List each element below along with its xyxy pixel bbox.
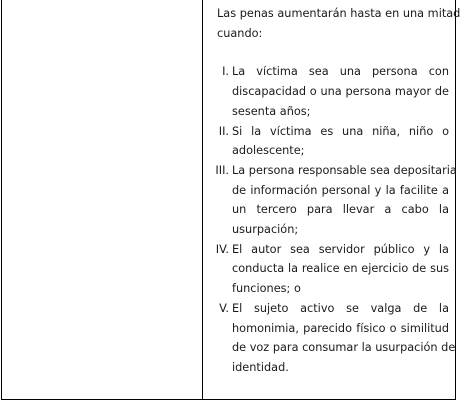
item-line: funciones; o (232, 282, 301, 296)
intro-paragraph (217, 4, 460, 43)
item-line: sesenta años; (232, 104, 311, 118)
item-line: adolescente; (232, 144, 305, 158)
roman-numeral: IV. (215, 242, 229, 256)
empty-left-cell (2, 0, 202, 399)
column-divider (202, 0, 203, 399)
list-item (207, 240, 449, 299)
item-line: un tercero para llevar a cabo la (232, 203, 449, 217)
item-line: homonimia, parecido físico o similitud (232, 321, 449, 335)
item-line: La víctima sea una persona con (232, 65, 449, 79)
item-line: La persona responsable sea depositaria (232, 163, 457, 177)
intro-line: cuando: (217, 26, 263, 40)
list-item (207, 299, 456, 378)
item-line: usurpación; (232, 223, 299, 237)
fraction-list (207, 62, 457, 377)
list-item (207, 62, 449, 121)
item-line: de información personal y la facilite a (232, 183, 449, 197)
article-text-cell (207, 0, 460, 399)
item-line: de voz para consumar la usurpación de (232, 341, 456, 355)
document-table (1, 0, 460, 400)
item-line: El sujeto activo se valga de la (232, 301, 449, 315)
item-line: El autor sea servidor público y la (232, 242, 449, 256)
list-item (207, 122, 449, 161)
item-line: conducta la realice en ejercicio de sus (232, 262, 449, 276)
item-line: identidad. (232, 360, 289, 374)
list-item (207, 161, 457, 240)
intro-line: Las penas aumentarán hasta en una mitad (217, 7, 460, 20)
roman-numeral: III. (215, 163, 229, 177)
roman-numeral: V. (219, 301, 229, 315)
roman-numeral: I. (222, 65, 229, 79)
item-line: Si la víctima es una niña, niño o (232, 124, 449, 138)
roman-numeral: II. (218, 124, 229, 138)
item-line: discapacidad o una persona mayor de (232, 85, 449, 99)
